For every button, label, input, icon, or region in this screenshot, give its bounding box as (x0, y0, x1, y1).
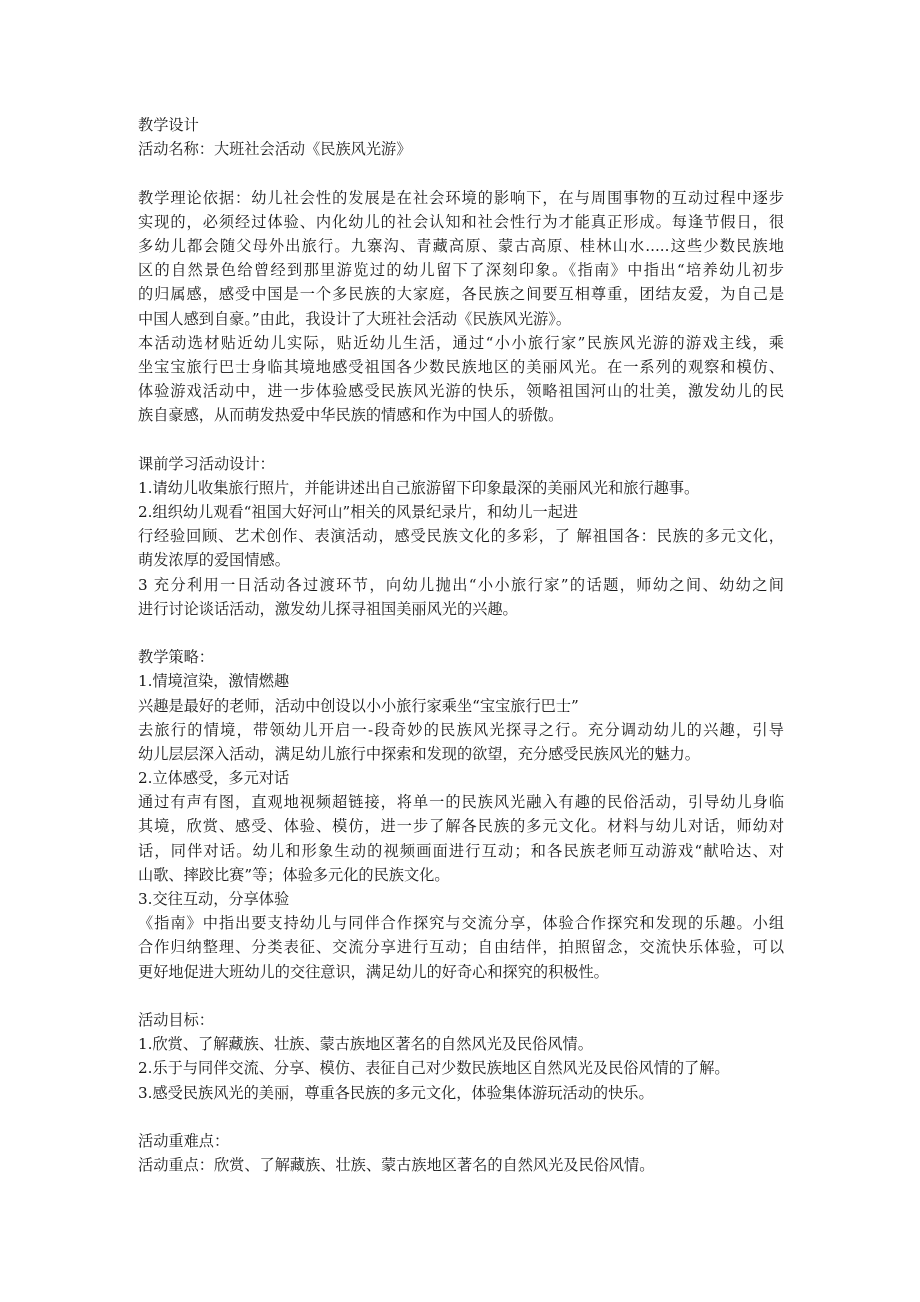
strategy-line: 山歌、摔跤比赛”等；体验多元化的民族文化。 (138, 865, 450, 884)
pre-class-line: 行经验回顾、艺术创作、表演活动，感受民族文化的多彩，了 解祖国各：民族的多元文化， (138, 527, 784, 546)
strategy-line: 其境，欣赏、感受、体验、模仿，进一步了解各民族的多元文化。材料与幼儿对话，师幼对 (138, 817, 784, 836)
section-heading: 活动重难点： (138, 1131, 230, 1150)
strategy-subheading: 1.情境渲染，激情燃趣 (138, 672, 290, 691)
theory-line: 坐宝宝旅行巴士身临其境地感受祖国各少数民族地区的美丽风光。在一系列的观察和模仿、 (138, 357, 784, 376)
section-heading: 活动目标： (138, 1010, 214, 1029)
section-heading: 课前学习活动设计： (138, 454, 275, 473)
key-point-line: 活动重点：欣赏、了解藏族、壮族、蒙古族地区著名的自然风光及民俗风情。 (138, 1156, 655, 1175)
strategy-line: 兴趣是最好的老师，活动中创设以小小旅行家乘坐“宝宝旅行巴士” (138, 696, 579, 715)
pre-class-line: 萌发浓厚的爱国情感。 (138, 551, 290, 570)
spacer (138, 161, 788, 185)
spacer (138, 1105, 788, 1129)
strategy-line: 合作归纳整理、分类表征、交流分享进行互动；自由结伴，拍照留念，交流快乐体验，可以 (138, 938, 784, 957)
strategy-section (138, 645, 788, 984)
theory-line: 体验游戏活动中，进一步体验感受民族风光游的快乐，领略祖国河山的壮美，激发幼儿的民 (138, 382, 784, 401)
pre-class-section (138, 452, 788, 621)
theory-line: 区的自然景色给曾经到那里游览过的幼儿留下了深刻印象。《指南》中指出“培养幼儿初步 (138, 261, 784, 280)
theory-line: 族自豪感，从而萌发热爱中华民族的情感和作为中国人的骄傲。 (138, 406, 564, 425)
theory-line: 多幼儿都会随父母外出旅行。九寨沟、青藏高原、蒙古高原、桂林山水.....这些少数民族地 (138, 236, 784, 255)
strategy-subheading: 2.立体感受，多元对话 (138, 769, 290, 788)
key-points-section (138, 1129, 788, 1177)
pre-class-line: 进行讨论谈话活动，激发幼儿探寻祖国美丽风光的兴趣。 (138, 599, 518, 618)
activity-name: 活动名称：大班社会活动《民族风光游》 (138, 140, 412, 159)
pre-class-line: 1.请幼儿收集旅行照片，并能讲述出自己旅游留下印象最深的美丽风光和旅行趣事。 (138, 478, 700, 497)
goal-item: 3.感受民族风光的美丽，尊重各民族的多元文化，体验集体游玩活动的快乐。 (138, 1083, 654, 1102)
document-page (138, 113, 788, 1177)
strategy-line: 通过有声有图，直观地视频超链接，将单一的民族风光融入有趣的民俗活动，引导幼儿身临 (138, 793, 784, 812)
section-heading: 教学策略： (138, 648, 214, 667)
pre-class-line: 3 充分利用一日活动各过渡环节，向幼儿抛出“小小旅行家”的话题，师幼之间、幼幼之间 (138, 575, 784, 594)
goals-section (138, 1008, 788, 1105)
theory-line: 本活动选材贴近幼儿实际，贴近幼儿生活，通过“小小旅行家”民族风光游的游戏主线，乘 (138, 333, 784, 352)
theory-line: 的归属感，感受中国是一个多民族的大家庭，各民族之间要互相尊重，团结友爱，为自己是 (138, 285, 784, 304)
strategy-line: 《指南》中指出要支持幼儿与同伴合作探究与交流分享，体验合作探究和发现的乐趣。小组 (138, 914, 784, 933)
goal-item: 1.欣赏、了解藏族、壮族、蒙古族地区著名的自然风光及民俗风情。 (138, 1035, 593, 1054)
doc-title: 教学设计 (138, 116, 199, 134)
spacer (138, 427, 788, 451)
goal-item: 2.乐于与同伴交流、分享、模仿、表征自己对少数民族地区自然风光及民俗风情的了解。 (138, 1059, 730, 1078)
pre-class-line: 2.组织幼儿观看“祖国大好河山”相关的风景纪录片，和幼儿一起进 (138, 503, 579, 521)
theory-line: 中国人感到自豪。”由此，我设计了大班社会活动《民族风光游》。 (138, 309, 572, 328)
theory-line: 教学理论依据：幼儿社会性的发展是在社会环境的影响下，在与周围事物的互动过程中逐步 (138, 188, 784, 207)
theory-line: 实现的，必须经过体验、内化幼儿的社会认知和社会性行为才能真正形成。每逢节假日，很 (138, 212, 784, 231)
strategy-line: 更好地促进大班幼儿的交往意识，满足幼儿的好奇心和探究的积极性。 (138, 962, 609, 981)
theory-section (138, 186, 788, 428)
strategy-line: 幼儿层层深入活动，满足幼儿旅行中探索和发现的欲望，充分感受民族风光的魅力。 (138, 744, 700, 763)
spacer (138, 621, 788, 645)
spacer (138, 984, 788, 1008)
strategy-subheading: 3.交往互动，分享体验 (138, 890, 290, 908)
strategy-line: 话，同伴对话。幼儿和形象生动的视频画面进行互动；和各民族老师互动游戏“献哈达、对 (138, 841, 784, 860)
strategy-line: 去旅行的情境，带领幼儿开启一-段奇妙的民族风光探寻之行。充分调动幼儿的兴趣，引导 (138, 720, 784, 739)
